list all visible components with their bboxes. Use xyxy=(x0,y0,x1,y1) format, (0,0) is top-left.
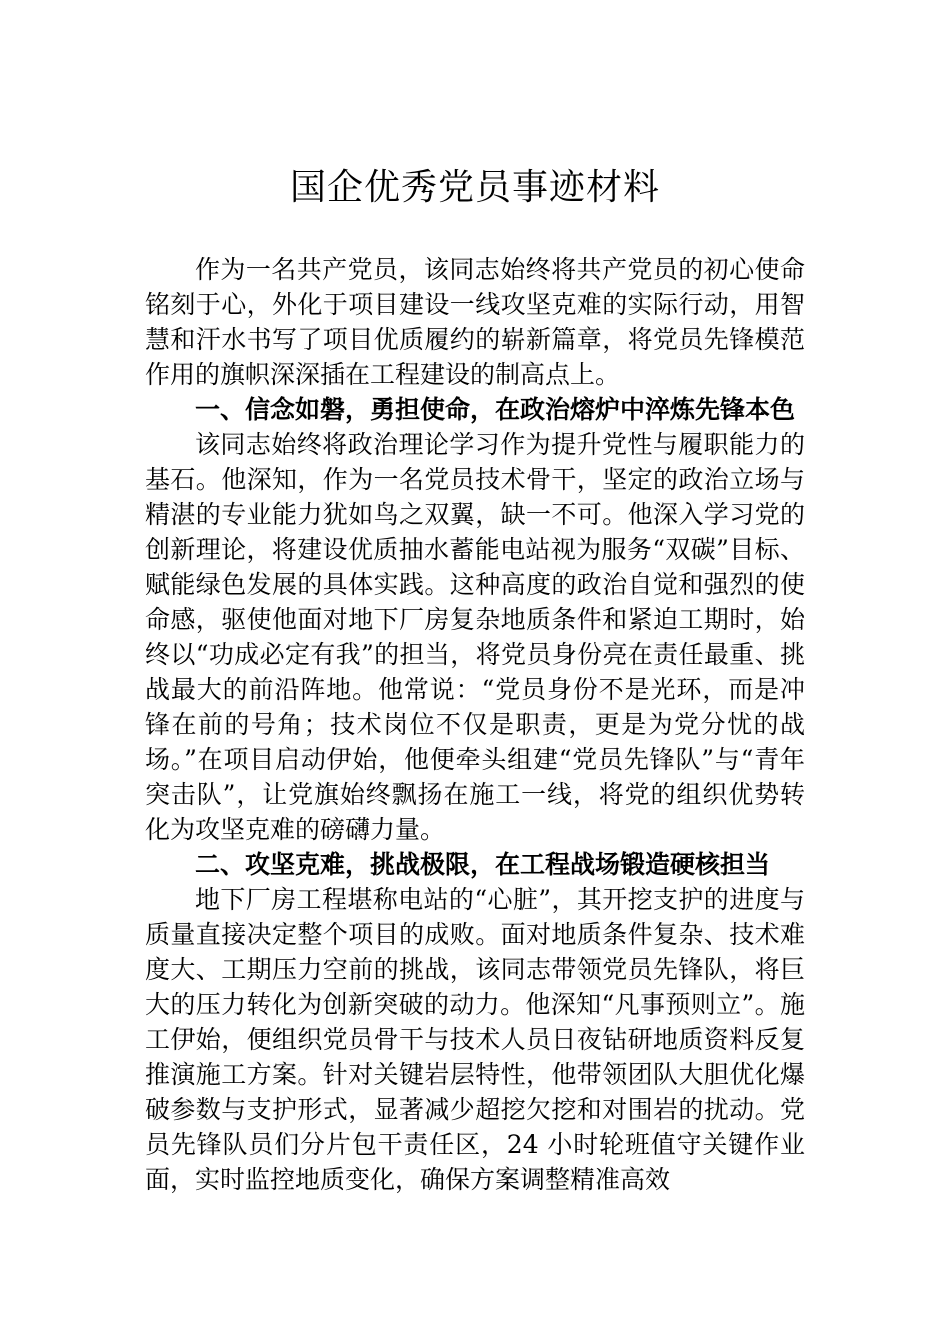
section-heading-2: 二、攻坚克难，挑战极限，在工程战场锻造硬核担当 xyxy=(195,850,771,879)
intro-paragraph: 作为一名共产党员，该同志始终将共产党员的初心使命铭刻于心，外化于项目建设一线攻坚克难的实际行动，用智慧和汗水书写了项目优质履约的崭新篇章，将党员先锋模范作用的旗帜深深插在工程建设的制高点上。 xyxy=(145,255,805,389)
section-heading-1: 一、信念如磐，勇担使命，在政治熔炉中淬炼先锋本色 xyxy=(195,395,796,424)
section-2-paragraph: 地下厂房工程堪称电站的“心脏”，其开挖支护的进度与质量直接决定整个项目的成败。面对地质条件复杂、技术难度大、工期压力空前的挑战，该同志带领党员先锋队，将巨大的压力转化为创新突破的动力。他深知“凡事预则立”。施工伊始，便组织党员骨干与技术人员日夜钻研地质资料反复推演施工方案。针对关键岩层特性，他带领团队大胆优化爆破参数与支护形式，显著减少超挖欠挖和对围岩的扰动。党员先锋队员们分片包干责任区，24 小时轮班值守关键作业面，实时监控地质变化，确保方案调整精准高效 xyxy=(145,885,805,1194)
document-title: 国企优秀党员事迹材料 xyxy=(289,167,660,208)
document-body xyxy=(145,252,805,1197)
section-1-paragraph: 该同志始终将政治理论学习作为提升党性与履职能力的基石。他深知，作为一名党员技术骨干，坚定的政治立场与精湛的专业能力犹如鸟之双翼，缺一不可。他深入学习党的创新理论，将建设优质抽水蓄能电站视为服务“双碳”目标、赋能绿色发展的具体实践。这种高度的政治自觉和强烈的使命感，驱使他面对地下厂房复杂地质条件和紧迫工期时，始终以“功成必定有我”的担当，将党员身份亮在责任最重、挑战最大的前沿阵地。他常说：“党员身份不是光环，而是冲锋在前的号角；技术岗位不仅是职责，更是为党分忧的战场。”在项目启动伊始，他便牵头组建“党员先锋队”与“青年突击队”，让党旗始终飘扬在施工一线，将党的组织优势转化为攻坚克难的磅礴力量。 xyxy=(145,430,805,844)
